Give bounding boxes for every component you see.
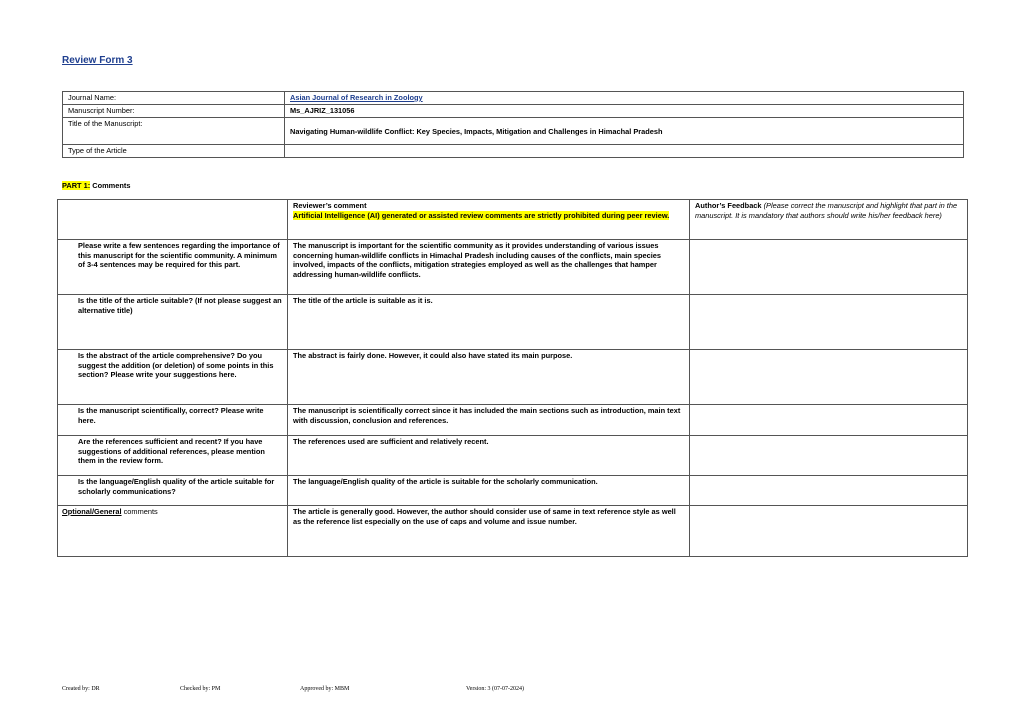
author-feedback-cell[interactable] (690, 295, 968, 350)
author-feedback-cell[interactable] (690, 350, 968, 405)
footer-version: Version: 3 (07-07-2024) (466, 686, 524, 692)
table-row (58, 295, 968, 350)
part-heading (62, 181, 130, 190)
manuscript-info-table (62, 91, 964, 158)
table-row (58, 405, 968, 436)
table-row (58, 476, 968, 506)
comments-table (57, 199, 968, 557)
title-label: Title of the Manuscript: (63, 118, 285, 145)
optional-comments-label (58, 506, 288, 557)
comment-scientific: The manuscript is scientifically correct since it has included the main sections such as introduction, main text with discussion, conclusion and references. (288, 405, 690, 436)
form-title: Review Form 3 (62, 55, 133, 66)
header-empty-cell (58, 200, 288, 240)
comments-header-row (58, 200, 968, 240)
author-feedback-note: (Please correct the manuscript and highlight that part in the manuscript. It is mandatory that authors should write his/her feedback here) (695, 201, 958, 220)
ai-prohibition-note: Artificial Intelligence (AI) generated or assisted review comments are strictly prohibited during peer review. (293, 210, 670, 220)
reviewer-comment-title: Reviewer’s comment (293, 201, 367, 210)
comment-optional: The article is generally good. However, the author should consider use of same in text reference style as well as the reference list especially on the use of caps and volume and issue number. (288, 506, 690, 557)
manuscript-number-label: Manuscript Number: (63, 105, 285, 118)
table-row (58, 506, 968, 557)
author-feedback-cell[interactable] (690, 436, 968, 476)
question-title: Is the title of the article suitable? (If not please suggest an alternative title) (58, 295, 288, 350)
optional-label-underlined: Optional/General (62, 507, 122, 516)
comment-importance: The manuscript is important for the scientific community as it provides understanding of various issues concerning human-wildlife conflicts in Himachal Pradesh including causes of the conflicts, main species involved, impacts of the conflicts, mitigation strategies employed as well as the challenges that hamper addressing human-wildlife conflicts. (288, 240, 690, 295)
question-language: Is the language/English quality of the article suitable for scholarly communications? (58, 476, 288, 506)
type-label: Type of the Article (63, 145, 285, 158)
type-value (285, 145, 964, 158)
author-feedback-title: Author’s Feedback (695, 201, 762, 210)
table-row (58, 436, 968, 476)
title-value: Navigating Human-wildlife Conflict: Key Species, Impacts, Mitigation and Challenges in Himachal Pradesh (285, 118, 964, 145)
footer-checked-by: Checked by: PM (180, 686, 221, 692)
question-scientific: Is the manuscript scientifically, correct? Please write here. (58, 405, 288, 436)
footer-approved-by: Approved by: MBM (300, 686, 350, 692)
journal-label: Journal Name: (63, 92, 285, 105)
footer-created-by: Created by: DR (62, 686, 100, 692)
table-row (58, 350, 968, 405)
optional-label-rest: comments (121, 507, 158, 516)
author-feedback-cell[interactable] (690, 240, 968, 295)
comment-language: The language/English quality of the article is suitable for the scholarly communication. (288, 476, 690, 506)
journal-row (63, 92, 964, 105)
title-row (63, 118, 964, 145)
question-abstract: Is the abstract of the article comprehensive? Do you suggest the addition (or deletion) of some points in this section? Please write your suggestions here. (58, 350, 288, 405)
author-header-cell (690, 200, 968, 240)
reviewer-header-cell (288, 200, 690, 240)
comment-title: The title of the article is suitable as it is. (288, 295, 690, 350)
comment-references: The references used are sufficient and relatively recent. (288, 436, 690, 476)
manuscript-number-row (63, 105, 964, 118)
author-feedback-cell[interactable] (690, 405, 968, 436)
table-row (58, 240, 968, 295)
question-importance: Please write a few sentences regarding the importance of this manuscript for the scientific community. A minimum of 3-4 sentences may be required for this part. (58, 240, 288, 295)
part-title: Comments (90, 181, 131, 190)
manuscript-number-value: Ms_AJRIZ_131056 (285, 105, 964, 118)
comment-abstract: The abstract is fairly done. However, it could also have stated its main purpose. (288, 350, 690, 405)
part-number: PART 1: (62, 181, 91, 190)
author-feedback-cell[interactable] (690, 476, 968, 506)
journal-link[interactable]: Asian Journal of Research in Zoology (285, 92, 964, 105)
type-row (63, 145, 964, 158)
author-feedback-cell[interactable] (690, 506, 968, 557)
question-references: Are the references sufficient and recent? If you have suggestions of additional references, please mention them in the review form. (58, 436, 288, 476)
